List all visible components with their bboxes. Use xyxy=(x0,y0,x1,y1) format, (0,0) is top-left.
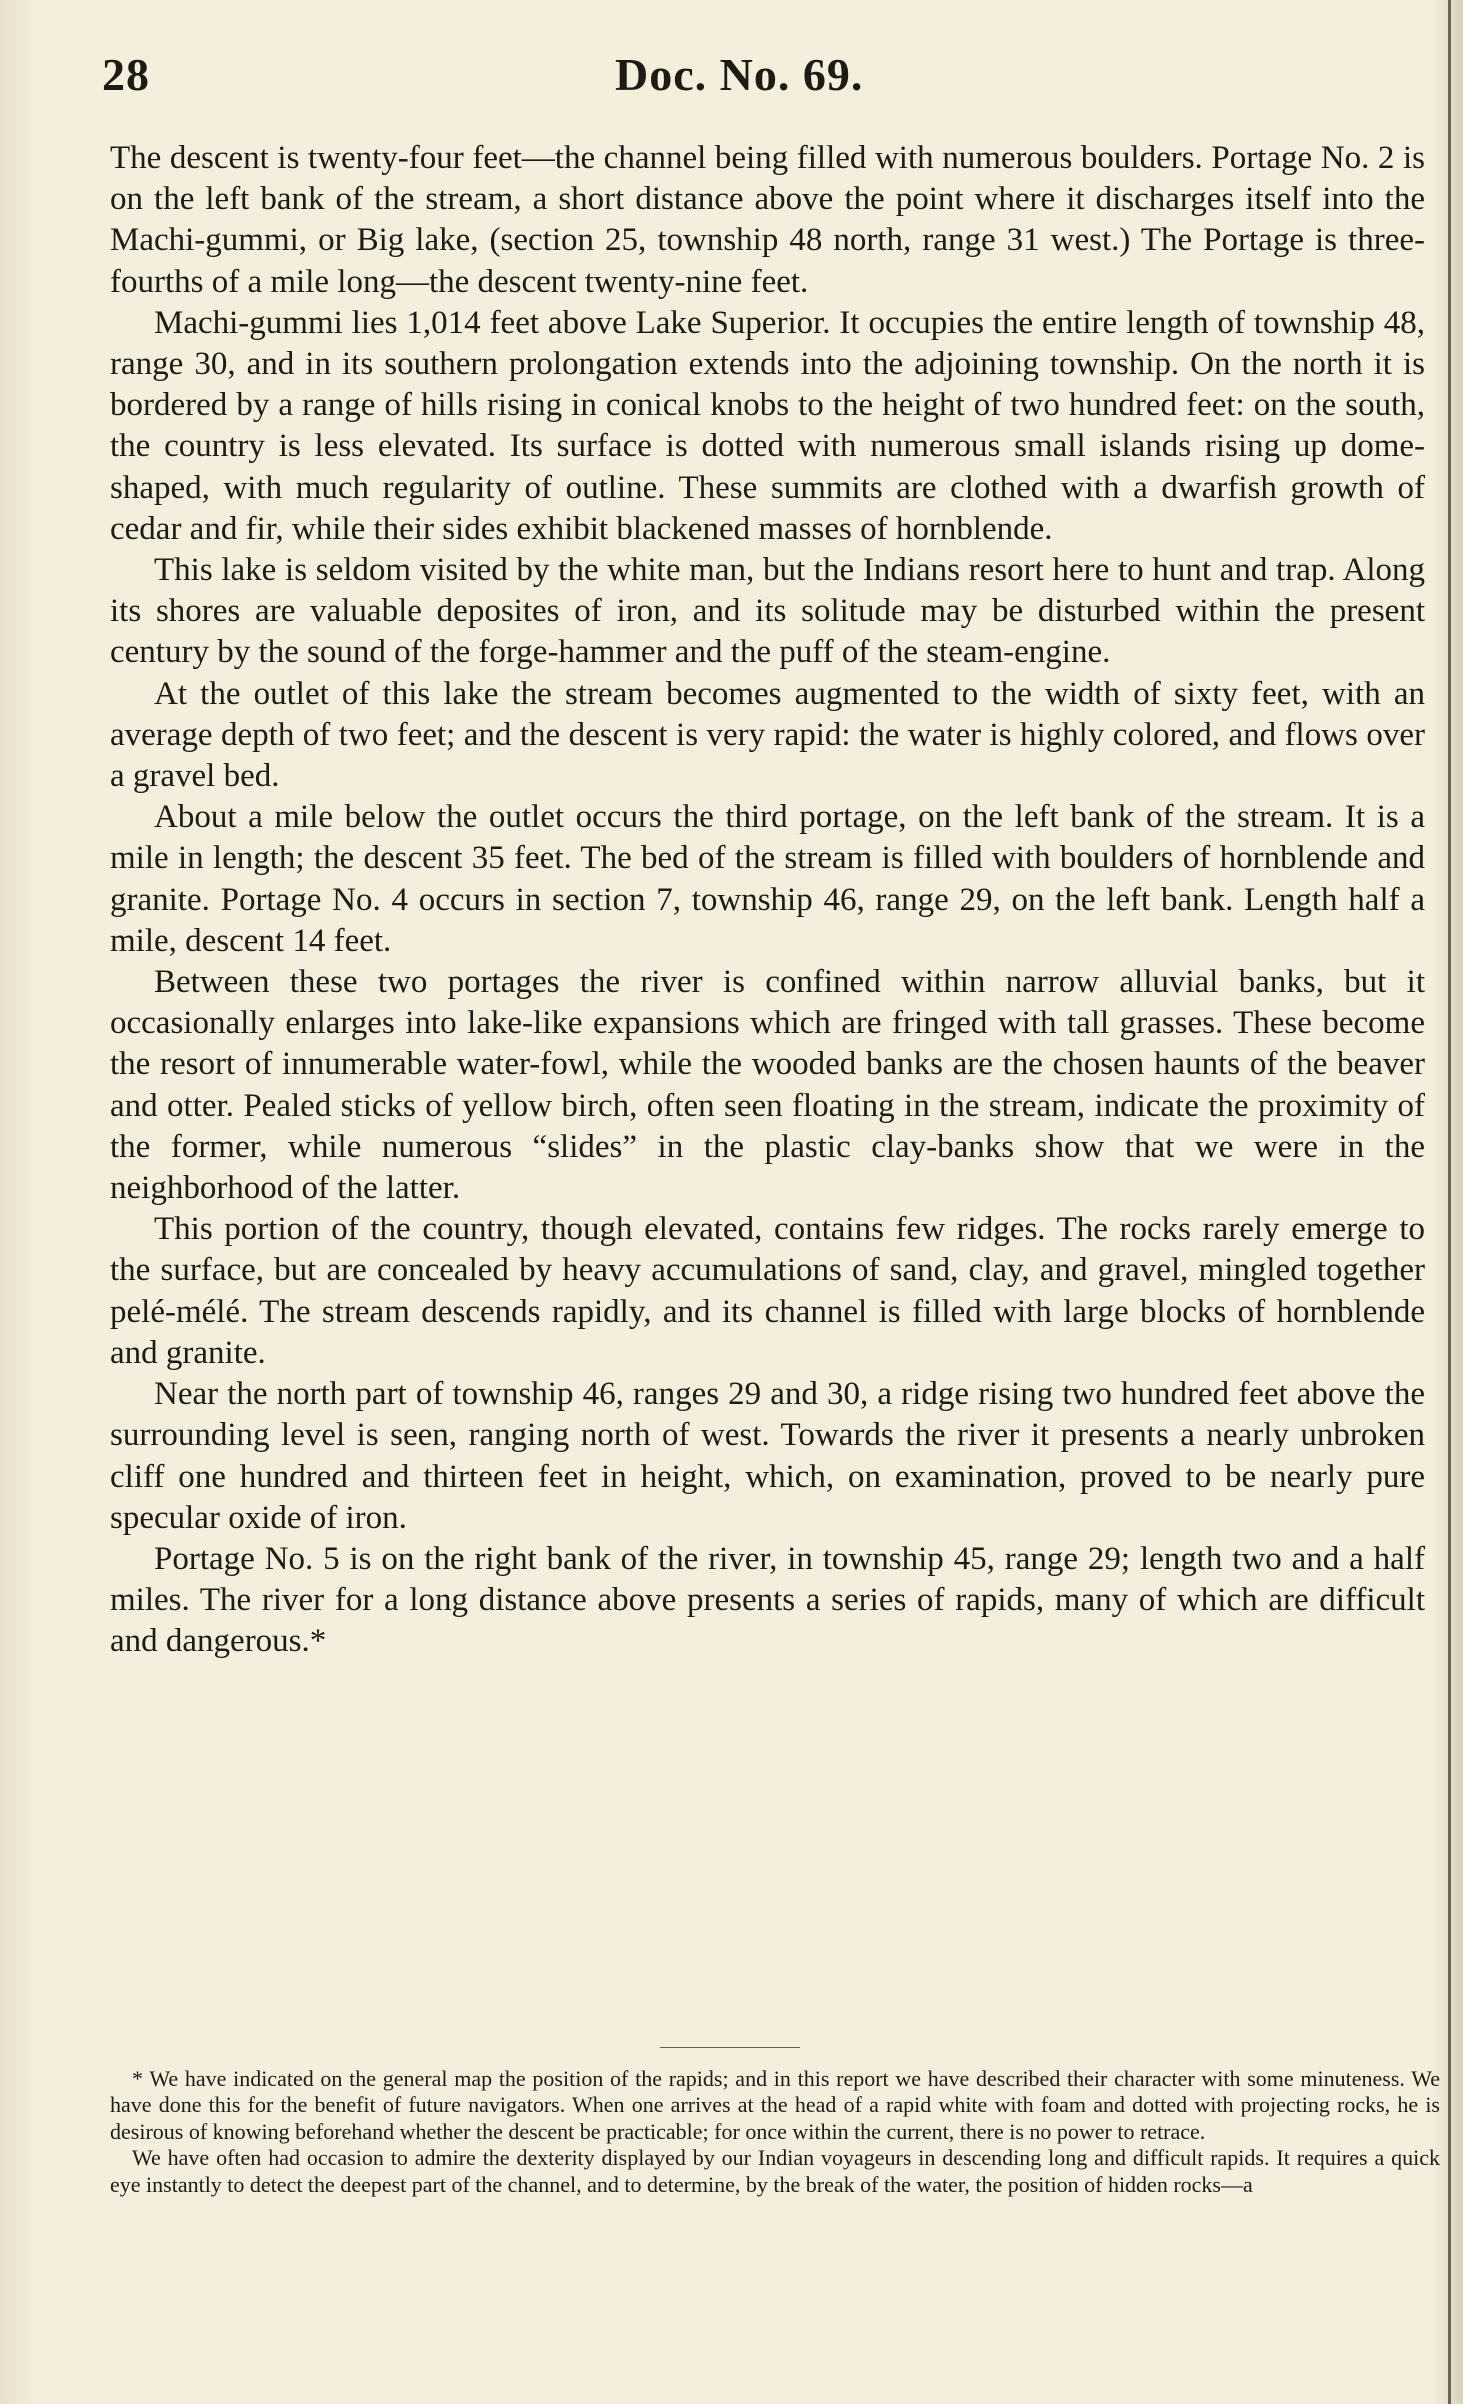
page-edge-line xyxy=(1448,0,1451,2404)
footnote xyxy=(110,2066,1440,2198)
running-head: Doc. No. 69. xyxy=(615,49,864,100)
footnote-paragraph: We have often had occasion to admire the dexterity displayed by our Indian voyageurs in descending long and difficult rapids. It requires a quick eye instantly to detect the deepest part of the channel, and to determine, by the break of the water, the position of hidden rocks—a xyxy=(110,2145,1440,2197)
paragraph: Machi-gummi lies 1,014 feet above Lake Superior. It occupies the entire length of township 48, range 30, and in its southern prolongation extends into the adjoining township. On the north it is bordered by a range of hills rising in conical knobs to the height of two hundred feet: on the south, the country is less elevated. Its surface is dotted with numerous small islands rising up dome-shaped, with much regularity of outline. These summits are clothed with a dwarfish growth of cedar and fir, while their sides exhibit blackened masses of hornblende. xyxy=(110,304,1425,547)
paragraph: Between these two portages the river is confined within narrow alluvial banks, but it occasionally enlarges into lake-like expansions which are fringed with tall grasses. These become the resort of innumerable water-fowl, while the wooded banks are the chosen haunts of the beaver and otter. Pealed sticks of yellow birch, often seen floating in the stream, indicate the proximity of the former, while numerous “slides” in the plastic clay-banks show that we were in the neighborhood of the latter. xyxy=(110,964,1425,1207)
body-text xyxy=(110,138,1425,1663)
paragraph: The descent is twenty-four feet—the channel being filled with numerous boulders. Portage No. 2 is on the left bank of the stream, a short distance above the point where it discharges itself into the Machi-gummi, or Big lake, (section 25, township 48 north, range 31 west.) The Portage is three-fourths of a mile long—the descent twenty-nine feet. xyxy=(110,140,1425,300)
paragraph: Near the north part of township 46, ranges 29 and 30, a ridge rising two hundred feet above the surrounding level is seen, ranging north of west. Towards the river it presents a nearly unbroken cliff one hundred and thirteen feet in height, which, on examination, proved to be nearly pure specular oxide of iron. xyxy=(110,1376,1425,1536)
footnote-rule xyxy=(660,2047,800,2048)
paragraph: This portion of the country, though elevated, contains few ridges. The rocks rarely emerge to the surface, but are concealed by heavy accumulations of sand, clay, and gravel, mingled together pelé-mélé. The stream descends rapidly, and its channel is filled with large blocks of hornblende and granite. xyxy=(110,1211,1425,1371)
paragraph: About a mile below the outlet occurs the third portage, on the left bank of the stream. It is a mile in length; the descent 35 feet. The bed of the stream is filled with boulders of hornblende and granite. Portage No. 4 occurs in section 7, township 46, range 29, on the left bank. Length half a mile, descent 14 feet. xyxy=(110,799,1425,959)
page-number: 28 xyxy=(102,49,150,100)
paragraph: This lake is seldom visited by the white man, but the Indians resort here to hunt and trap. Along its shores are valuable deposites of iron, and its solitude may be disturbed within the present century by the sound of the forge-hammer and the puff of the steam-engine. xyxy=(110,552,1425,671)
page-header xyxy=(100,48,1430,108)
paragraph: Portage No. 5 is on the right bank of the river, in township 45, range 29; length two and a half miles. The river for a long distance above presents a series of rapids, many of which are difficult and dangerous.* xyxy=(110,1540,1425,1660)
footnote-paragraph: * We have indicated on the general map the position of the rapids; and in this report we have described their character with some minuteness. We have done this for the benefit of future navigators. When one arrives at the head of a rapid white with foam and dotted with projecting rocks, he is desirous of knowing beforehand whether the descent be practicable; for once within the current, there is no power to retrace. xyxy=(110,2066,1440,2144)
paragraph: At the outlet of this lake the stream becomes augmented to the width of sixty feet, with an average depth of two feet; and the descent is very rapid: the water is highly colored, and flows over a gravel bed. xyxy=(110,675,1425,795)
